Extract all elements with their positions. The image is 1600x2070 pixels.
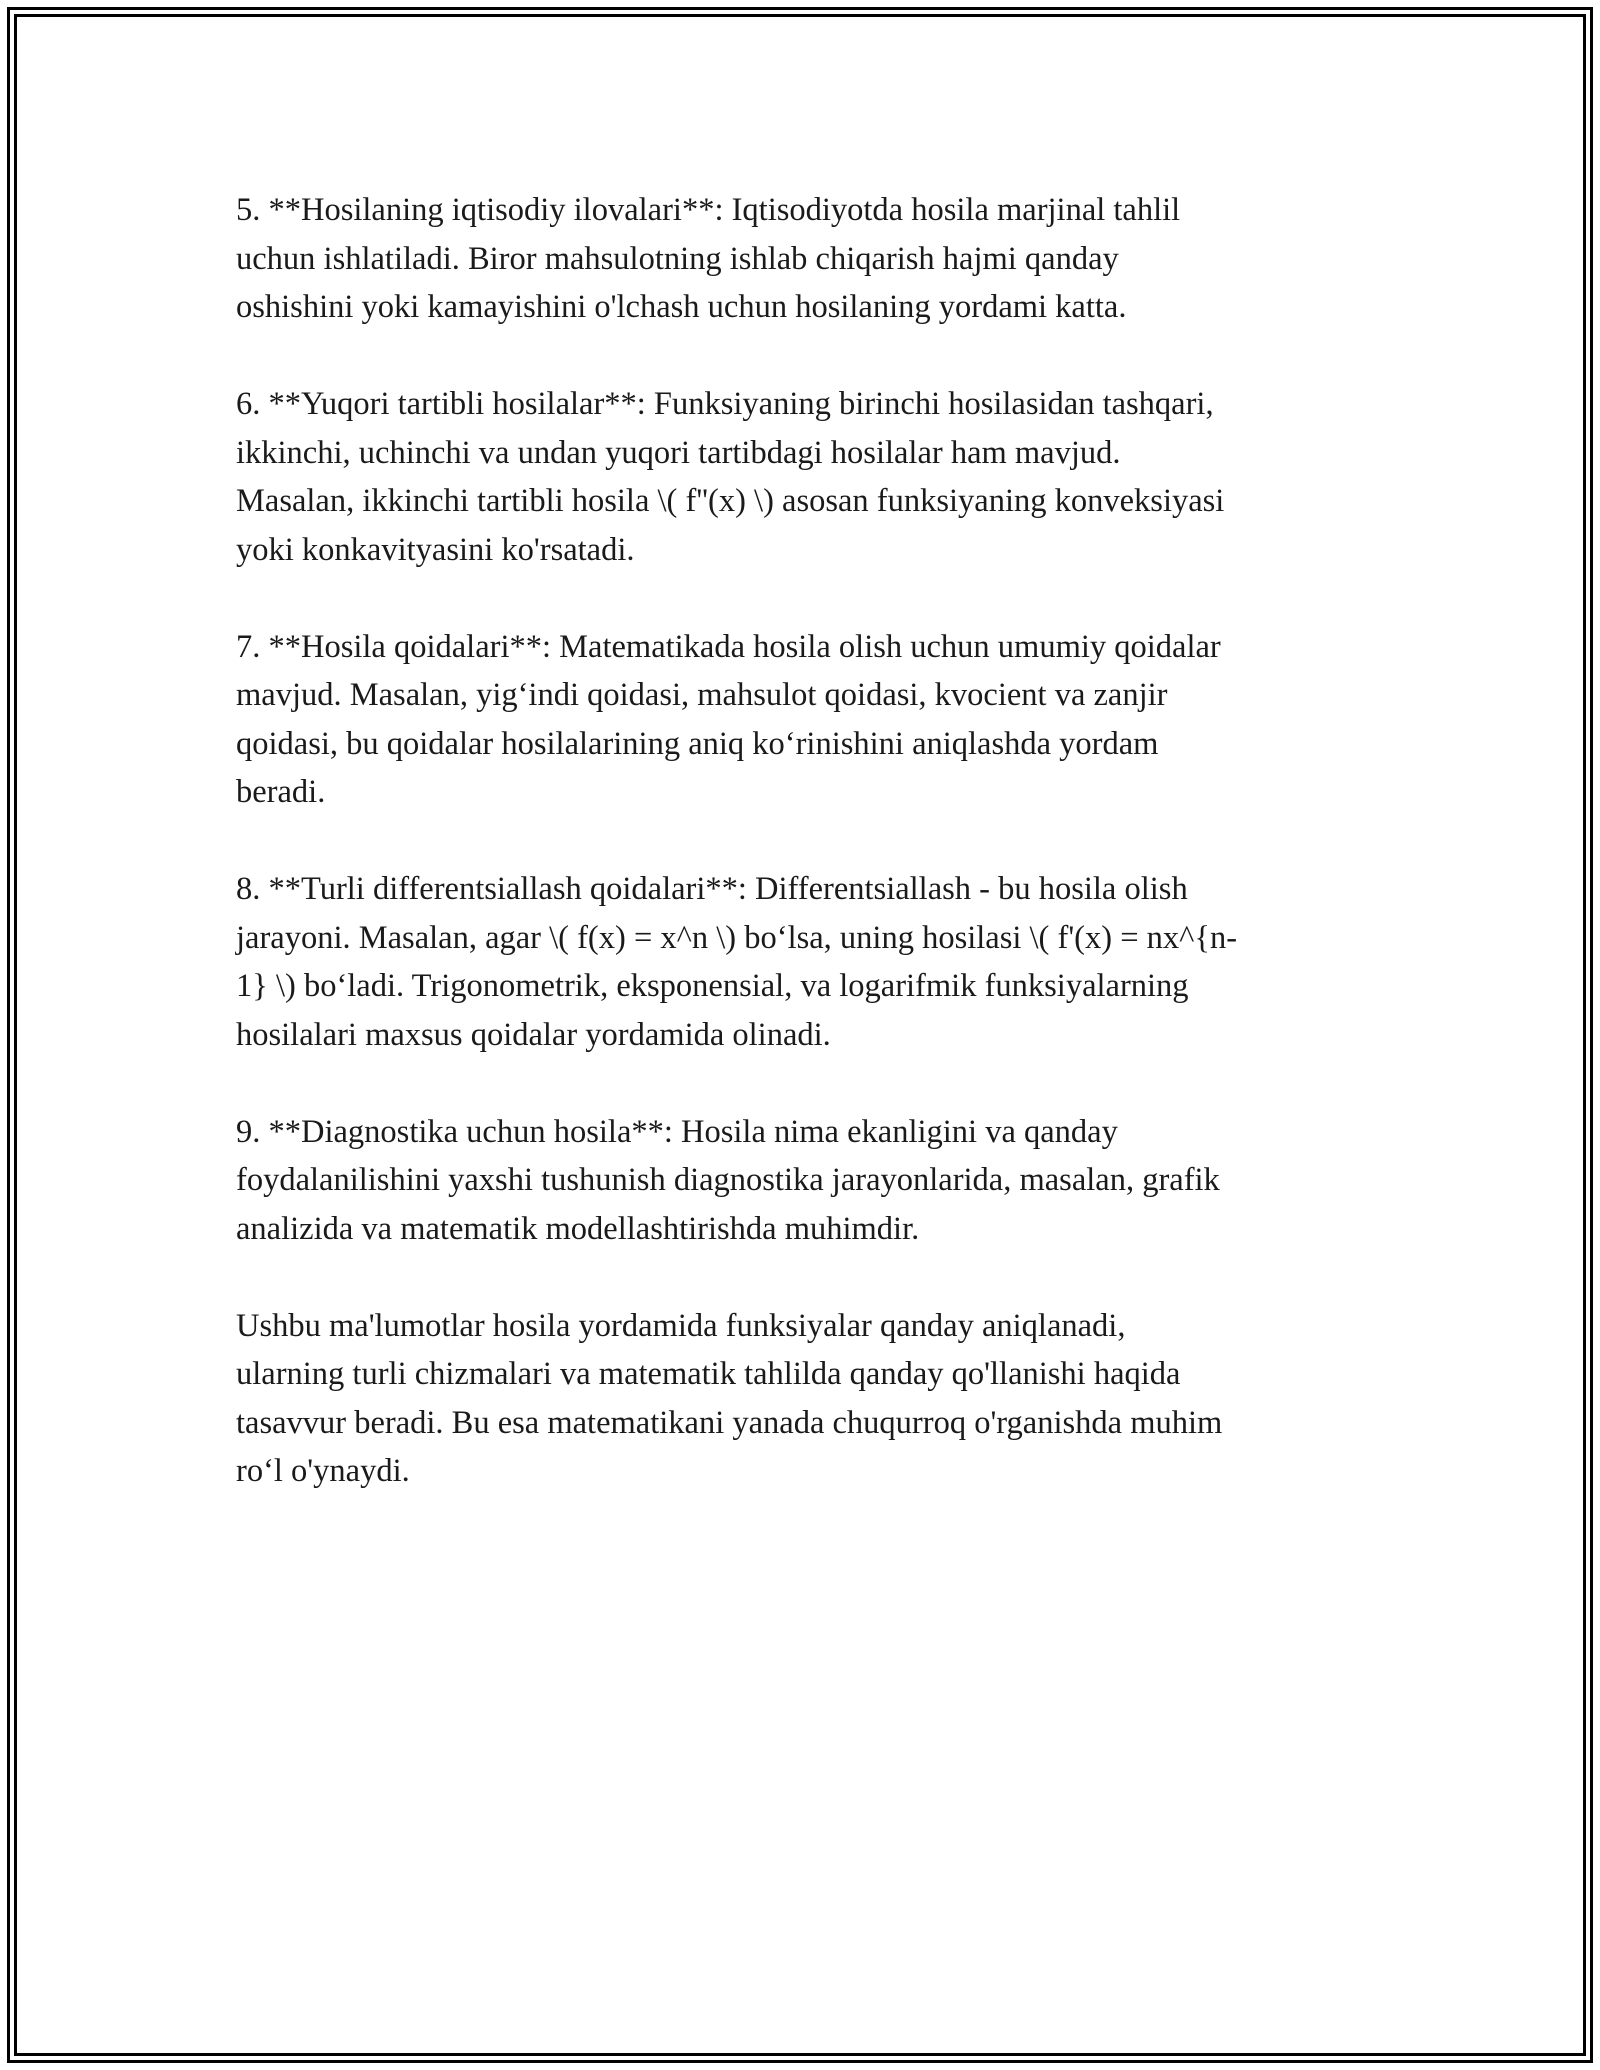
paragraph-conclusion: Ushbu ma'lumotlar hosila yordamida funksiyalar qanday aniqlanadi, ularning turli chizmalari va matematik tahlilda qanday qo'llanishi haqida tasavvur beradi. Bu esa matematikani yanada chuqurroq o'rganishda muhim ro‘l o'ynaydi. xyxy=(236,1307,1223,1489)
document-body xyxy=(236,186,1376,1544)
paragraph-item-7: 7. **Hosila qoidalari**: Matematikada hosila olish uchun umumiy qoidalar mavjud. Masalan, yig‘indi qoidasi, mahsulot qoidasi, kvocient va zanjir qoidasi, bu qoidalar hosilalarining aniq ko‘rinishini aniqlashda yordam beradi. xyxy=(236,628,1221,810)
paragraph-item-6: 6. **Yuqori tartibli hosilalar**: Funksiyaning birinchi hosilasidan tashqari, ikkinchi, uchinchi va undan yuqori tartibdagi hosilalar ham mavjud. Masalan, ikkinchi tartibli hosila \( f''(x) \) asosan funksiyaning konveksiyasi yoki konkavityasini ko'rsatadi. xyxy=(236,386,1225,568)
paragraph-item-9: 9. **Diagnostika uchun hosila**: Hosila nima ekanligini va qanday foydalanilishini yaxshi tushunish diagnostika jarayonlarida, masalan, grafik analizida va matematik modellashtirishda muhimdir. xyxy=(236,1113,1220,1247)
paragraph-item-8: 8. **Turli differentsiallash qoidalari**: Differentsiallash - bu hosila olish jarayoni. Masalan, agar \( f(x) = x^n \) bo‘lsa, uning hosilasi \( f'(x) = nx^{n- 1} \) bo‘ladi. Trigonometrik, eksponensial, va logarifmik funksiyalarning hosilalari maxsus qoidalar yordamida olinadi. xyxy=(236,871,1238,1053)
paragraph-item-5: 5. **Hosilaning iqtisodiy ilovalari**: Iqtisodiyotda hosila marjinal tahlil uchun ishlatiladi. Biror mahsulotning ishlab chiqarish hajmi qanday oshishini yoki kamayishini o'lchash uchun hosilaning yordami katta. xyxy=(236,192,1181,325)
